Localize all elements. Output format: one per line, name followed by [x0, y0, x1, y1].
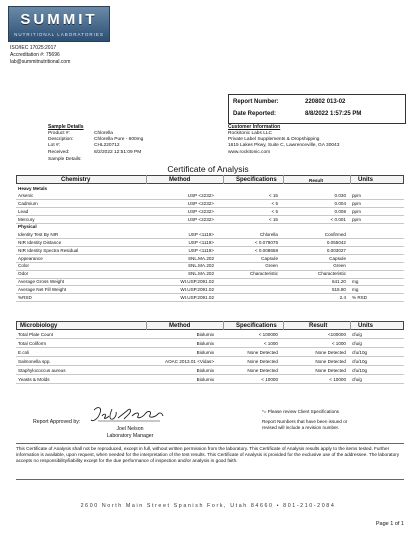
- customer-heading: Customer Information: [228, 124, 281, 130]
- cell-spec: < 0.079075: [254, 239, 278, 245]
- cell-method: Biolumix: [196, 377, 214, 383]
- cell-method: USP <2232>: [187, 209, 214, 214]
- cell-spec: < 5: [271, 201, 278, 207]
- client-spec-note: *= Please review Client Specifications: [262, 409, 339, 414]
- report-number-label: Report Number:: [233, 99, 279, 105]
- cell-result: Capsule: [329, 255, 346, 261]
- sample-details-heading: Sample Details: [48, 124, 84, 130]
- column-divider: [350, 321, 351, 330]
- cell-result: < 0.001: [330, 216, 346, 222]
- cell-units: cfu/10g: [352, 350, 368, 356]
- cell-result: None Detected: [315, 350, 346, 356]
- column-divider: [146, 321, 147, 330]
- cell-result: 0.055042: [326, 239, 346, 245]
- cell-units: cfu/10g: [352, 359, 368, 365]
- column-divider: [223, 321, 224, 330]
- lot-label: Lot #:: [48, 143, 61, 149]
- cell-analyte: Average Gross Weight: [18, 279, 65, 285]
- cell-method: USP <2232>: [187, 201, 214, 207]
- cell-units: ppm: [352, 216, 361, 222]
- cell-analyte: Cadmium: [18, 201, 38, 207]
- cell-result: None Detected: [315, 359, 346, 365]
- cell-result: 0.003027: [326, 247, 346, 253]
- approval-label: Report Approved by:: [33, 419, 81, 425]
- cell-spec: Green: [265, 263, 278, 269]
- cell-analyte: Staphylococcus aureus: [18, 368, 66, 374]
- column-divider: [350, 175, 351, 184]
- cell-spec: < 10000: [261, 377, 278, 383]
- customer-name: Rockitonic Labs LLC: [228, 131, 272, 136]
- cell-units: cfu/10g: [352, 368, 368, 374]
- cell-spec: < 15: [268, 193, 278, 199]
- logo-sub-text: NUTRITIONAL LABORATORIES: [14, 32, 104, 37]
- cell-analyte: Lead: [18, 209, 29, 214]
- chemistry-header: [16, 175, 404, 184]
- product-value: Chlorella: [94, 131, 113, 136]
- cell-result: Characteristic: [317, 271, 346, 277]
- cell-analyte: Appearance: [18, 255, 43, 261]
- cell-analyte: Average Net Fill Weight: [18, 287, 67, 293]
- sample-labels: [48, 131, 73, 156]
- customer-address: 1615 Lakes Pkwy, Suite C, Lawrenceville, GA 30043: [228, 143, 340, 149]
- cell-method: Biolumix: [196, 341, 214, 347]
- cell-result: 515.80: [331, 287, 346, 293]
- chem-col-specifications: Specifications: [236, 177, 277, 183]
- footer-address: 2600 North Main Street Spanish Fork, Utah 84660 • 801-210-2084: [80, 503, 336, 509]
- cell-analyte: NIR Identity Spectra Residual: [18, 247, 79, 253]
- chem-col-chemistry: Chemistry: [61, 177, 91, 183]
- cell-result: 0.004: [334, 201, 346, 207]
- chemistry-table: [16, 175, 404, 320]
- row-divider: [16, 338, 404, 339]
- cell-method: Biolumix: [196, 368, 214, 374]
- cell-units: % RSD: [352, 295, 368, 300]
- received-value: 8/2/2022 12:51:09 PM: [94, 149, 142, 155]
- cell-method: WI.USP.2091.02: [180, 295, 214, 300]
- section-physical: Physical: [18, 224, 37, 230]
- date-reported-label: Date Reported:: [233, 111, 277, 117]
- logo-main-text: SUMMIT: [20, 11, 98, 28]
- cell-method: Biolumix: [196, 332, 214, 338]
- sample-values: [94, 131, 143, 156]
- sample-details-label: Sample Details:: [48, 157, 82, 162]
- cell-analyte: Total Coliform: [18, 341, 47, 347]
- cell-spec: None Detected: [247, 359, 278, 365]
- cell-result: <100000: [327, 332, 346, 338]
- cell-method: USP <1119>: [188, 231, 214, 237]
- cell-analyte: Mercury: [18, 216, 35, 222]
- date-reported: 8/8/2022 1:57:25 PM: [305, 111, 362, 117]
- cell-method: WI.USP.2091.02: [180, 279, 214, 285]
- cell-analyte: E.coli: [18, 350, 30, 356]
- customer-line2: Private Label Supplements & Dropshipping: [228, 137, 320, 143]
- divider-bottom: [16, 479, 404, 480]
- cell-spec: < 100000: [258, 332, 278, 338]
- micro-col-units: Units: [358, 323, 373, 329]
- row-divider: [16, 383, 404, 384]
- cell-units: cfu/g: [352, 332, 362, 338]
- cell-result: < 10000: [329, 377, 346, 383]
- cell-method: SNL.MA.202: [187, 271, 214, 277]
- cell-method: USP <2232>: [187, 193, 214, 199]
- row-divider: [16, 347, 404, 348]
- cell-result: Confirmed: [324, 231, 346, 237]
- disclaimer: This Certificate of Analysis shall not be reproduced, except in full, without written permission from the laboratory. This Certificate of Analysis results apply to the items tested. Further information is available, upon request, when needed for the interpretation of the test results. This Certificate of Analysis is provided for the exclusive use of the addressee. The laboratory accepts no responsibility/liability except for the due performance of inspection and/or analysis in good faith.: [16, 446, 400, 463]
- row-divider: [16, 365, 404, 366]
- column-divider: [223, 175, 224, 184]
- cell-method: AOAC 2013.01 <Vidas>: [165, 359, 214, 365]
- section-heavy-metals: Heavy Metals: [18, 185, 48, 191]
- divider: [16, 443, 404, 444]
- page-number: Page 1 of 1: [375, 521, 404, 527]
- cell-spec: None Detected: [247, 350, 278, 356]
- cell-units: ppm: [352, 201, 361, 207]
- customer-info: [228, 131, 339, 156]
- cell-units: mg: [352, 279, 359, 285]
- chem-col-method: Method: [169, 177, 191, 183]
- cell-analyte: %RSD: [18, 295, 32, 300]
- cell-method: SNL.MA.202: [187, 255, 214, 261]
- description-label: Description:: [48, 137, 74, 143]
- cell-analyte: Odor: [18, 271, 29, 277]
- cell-units: cfu/g: [352, 377, 362, 383]
- column-divider: [283, 175, 284, 184]
- cell-method: Biolumix: [196, 350, 214, 356]
- cell-result: None Detected: [315, 368, 346, 374]
- approver-role: Laboratory Manager: [106, 432, 154, 439]
- cell-method: USP <1119>: [188, 247, 214, 253]
- approver-name: Joel Nelson: [116, 426, 144, 432]
- cell-analyte: Color: [18, 263, 29, 269]
- cell-method: WI.USP.2091.02: [180, 287, 214, 293]
- cell-units: mg: [352, 287, 359, 293]
- micro-col-method: Method: [169, 323, 191, 329]
- cell-units: cfu/g: [352, 341, 362, 347]
- cell-units: ppm: [352, 193, 361, 199]
- cell-method: SNL.MA.202: [187, 263, 214, 269]
- cell-spec: Characteristic: [249, 271, 278, 277]
- accreditation: Accreditation #: 75696: [10, 52, 60, 58]
- report-box: [228, 94, 406, 124]
- micro-col-result: Result: [309, 323, 328, 329]
- chem-col-result: Result: [309, 178, 324, 183]
- cell-spec: Chlorella: [259, 231, 278, 237]
- report-number: 220802 013-02: [305, 99, 346, 105]
- signature: [88, 404, 168, 426]
- chem-col-units: Units: [358, 177, 373, 183]
- lot-value: CHL220712: [94, 143, 120, 149]
- cell-analyte: Salmonella spp.: [18, 359, 51, 365]
- summit-logo: [8, 6, 110, 42]
- row-divider: [16, 374, 404, 375]
- cell-result: 0.030: [334, 193, 346, 199]
- column-divider: [146, 175, 147, 184]
- cell-units: ppm: [352, 209, 361, 214]
- cell-spec: < 0.008658: [254, 247, 278, 253]
- revision-note: Report Numbers that have been issued or revised will include a revision number.: [262, 419, 348, 430]
- description-value: Chlorella Pure - 600mg: [94, 137, 144, 143]
- cell-spec: < 5: [271, 209, 278, 214]
- cell-method: USP <1119>: [188, 239, 214, 245]
- lab-info: [10, 45, 70, 66]
- lab-email: lab@summitnutritional.com: [10, 59, 71, 65]
- micro-col-microbiology: Microbiology: [20, 323, 58, 329]
- cell-analyte: Yeasts & Molds: [18, 377, 50, 383]
- iso-standard: ISO/IEC 17025:2017: [10, 45, 57, 51]
- row-divider: [16, 301, 404, 302]
- cell-spec: Capsule: [261, 255, 278, 261]
- cell-analyte: Arsenic: [18, 193, 34, 199]
- cell-spec: < 1000: [263, 341, 278, 347]
- microbiology-header: [16, 321, 404, 330]
- cell-analyte: NIR Identity Distance: [18, 239, 62, 245]
- cell-result: 641.20: [331, 279, 346, 285]
- product-label: Product #:: [48, 131, 70, 136]
- cell-analyte: Total Plate Count: [18, 332, 53, 338]
- cell-spec: < 15: [268, 216, 278, 222]
- micro-col-specifications: Specifications: [236, 323, 277, 329]
- cell-method: USP <2232>: [187, 216, 214, 222]
- cell-result: < 1000: [331, 341, 346, 347]
- cell-result: 0.008: [334, 209, 346, 214]
- row-divider: [16, 223, 404, 224]
- column-divider: [283, 321, 284, 330]
- cell-result: Green: [333, 263, 346, 269]
- customer-web: www.rockitonic.com: [228, 149, 271, 155]
- cell-analyte: Identity Test By NIR: [18, 231, 59, 237]
- cell-result: 2.4: [339, 295, 346, 300]
- approver: [88, 426, 172, 439]
- page-title: Certificate of Analysis: [167, 164, 249, 174]
- received-label: Received:: [48, 149, 70, 155]
- microbiology-table: [16, 321, 404, 389]
- cell-spec: None Detected: [247, 368, 278, 374]
- row-divider: [16, 356, 404, 357]
